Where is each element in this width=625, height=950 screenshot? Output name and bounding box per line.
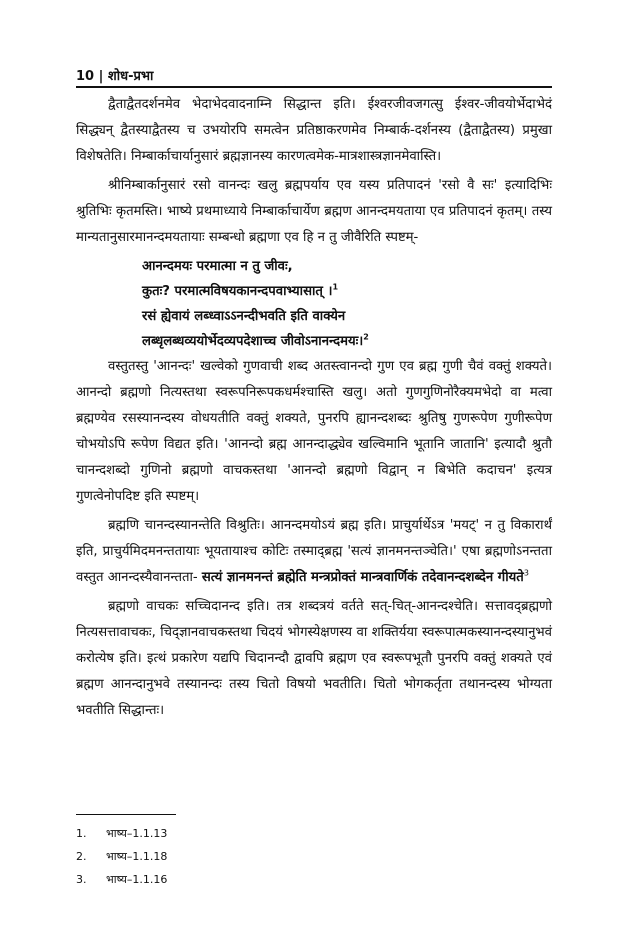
paragraph: ब्रह्मणि चानन्दस्यानन्तेति विश्रुतिः। आनन्दमयोऽयं ब्रह्म इति। प्राचुर्यार्थेऽत्र 'मयट्' न तु विकारार्थं इति, प्राचुर्यमिदमनन्ततायाः भूयतायाश्च कोटिः तस्माद्ब्रह्म 'सत्यं ज्ञानमनन्तञ्चेति।' एषा ब्रह्मणोऽनन्तता वस्तुत आनन्दस्यैवानन्तता- सत्यं ज्ञानमनन्तं ब्रह्मेति मन्त्रप्रोक्तं मान्त्रवार्णिकं तदेवानन्दशब्देन गीयते$^3$ (76, 518, 552, 585)
running-header (76, 66, 552, 84)
verse-line: रसं ह्येवायं लब्ध्वाऽऽनन्दीभवति इति वाक्येन (142, 309, 346, 324)
page-number: 10 (76, 69, 95, 84)
verse-line: आनन्दमयः परमात्मा न तु जीवः, (142, 259, 293, 274)
header-separator: | (98, 69, 104, 84)
verse-line: कुतः? परमात्मविषयकानन्दपवाभ्यासात् ।$^1$ (142, 282, 339, 299)
paragraph: श्रीनिम्बार्कानुसारं रसो वानन्दः खलु ब्रह्मपर्याय एव यस्य प्रतिपादनं 'रसो वै सः' इत्यादिभिः श्रुतिभिः कृतमस्ति। भाष्ये प्रथमाध्याये निम्बार्काचार्येण ब्रह्मण आनन्दमयताया एव प्रतिपादनं कृतम्। तस्य मान्यतानुसारमानन्दमयतायाः सम्बन्धो ब्रह्मणा एव हि न तु जीवैरिति स्पष्टम्- (76, 178, 552, 245)
paragraph: द्वैताद्वैतदर्शनमेव भेदाभेदवादनाम्नि सिद्धान्त इति। ईश्वरजीवजगत्सु ईश्वर-जीवयोर्भेदाभेदं सिद्ध्यन् द्वैतस्याद्वैतस्य च उभयोरपि समत्वेन प्रतिष्ठाकरणमेव निम्बार्क-दर्शनस्य (द्वैताद्वैतस्य) प्रमुखा विशेषतेति। निम्बार्काचार्यानुसारं ब्रह्मज्ञानस्य कारणत्वमेक-मात्रशास्त्रज्ञानमेवास्ति। (76, 97, 552, 164)
paragraph: ब्रह्मणो वाचकः सच्चिदानन्द इति। तत्र शब्दत्रयं वर्तते सत्-चित्-आनन्दश्चेति। सत्तावद्ब्रह्मणो नित्यसत्तावाचकः, चिद्ज्ञानवाचकस्तथा चिदयं भोगस्येक्षणस्य वा शक्तिर्यया स्वरूपात्मकस्यानन्दस्यानुभवं करोत्येष इति। इत्थं प्रकारेण यद्यपि चिदानन्दौ द्वावपि ब्रह्मण एव स्वरूपभूतौ पुनरपि वक्तुं शक्यते एवं ब्रह्मण आनन्दानुभवे तस्यानन्दः तस्य चितो विषयो भवतीति। चितो भोगकर्तृता तथानन्दस्य भोग्यता भवतीति सिद्धान्तः। (76, 599, 552, 718)
footnote: 1. भाष्य–1.1.13 (76, 827, 168, 840)
footnote-rule (76, 814, 176, 815)
header-rule (76, 86, 552, 88)
footnote-ref[interactable]: 2 (363, 332, 369, 342)
paragraph: वस्तुतस्तु 'आनन्दः' खल्वेको गुणवाची शब्द अतस्त्वानन्दो गुण एव ब्रह्म गुणी चैवं वक्तुं शक्यते। आनन्दो ब्रह्मणो नित्यस्तथा स्वरूपनिरूपकधर्मश्चास्ति खलु। अतो गुणगुणिनोरैक्यमभेदो वा मत्वा ब्रह्मण्येव रसस्यानन्दस्य वोधयतीति वक्तुं शक्यते, पुनरपि ह्यानन्दशब्दः श्रुतिषु गुणरूपेण गुणीरूपेण चोभयोऽपि रूपेण विद्यत इति। 'आनन्दो ब्रह्म आनन्दाद्ध्येव खल्विमानि भूतानि जातानि' इत्यादौ श्रुतौ चानन्दशब्दो गुणिनो ब्रह्मणो वाचकस्तथा 'आनन्दो ब्रह्मणो विद्वान् न बिभेति कदाचन' इत्यत्र गुणत्वेनोपदिष्ट इति स्पष्टम्। (76, 359, 552, 504)
footnote: 3. भाष्य–1.1.16 (76, 873, 168, 886)
footnotes (76, 822, 167, 891)
footnote: 2. भाष्य–1.1.18 (76, 850, 168, 863)
footnote-ref[interactable]: 3 (523, 568, 529, 578)
verse-block (142, 254, 552, 354)
footnote-ref[interactable]: 1 (332, 282, 339, 292)
journal-title: शोध-प्रभा (107, 69, 154, 84)
emphasized-quote: सत्यं ज्ञानमनन्तं ब्रह्मेति मन्त्रप्रोक्तं मान्त्रवार्णिकं तदेवानन्दशब्देन गीयते (201, 570, 524, 585)
verse-line: लब्धृलब्धव्ययोर्भेदव्यपदेशाच्च जीवोऽनानन्दमयः।$^2$ (142, 332, 369, 349)
main-text (76, 92, 552, 727)
